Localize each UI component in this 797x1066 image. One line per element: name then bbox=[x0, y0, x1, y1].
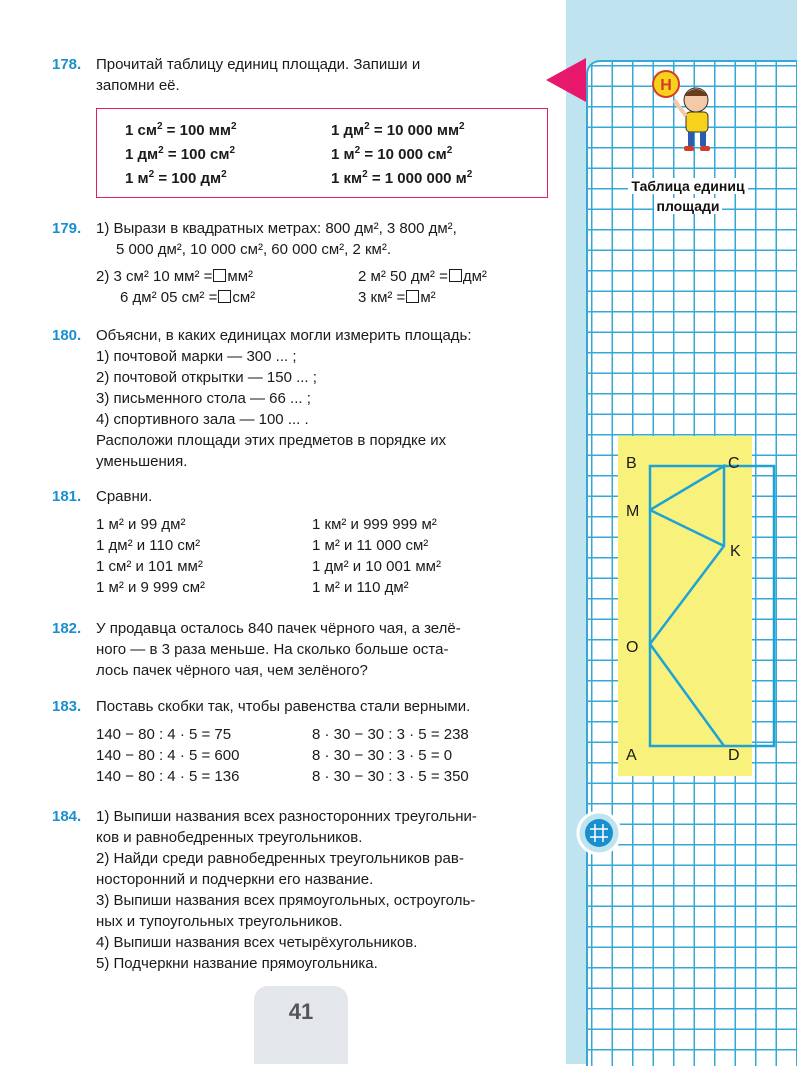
task-text: Прочитай таблицу единиц площади. Запиши и bbox=[96, 56, 421, 73]
label-b: B bbox=[626, 455, 637, 472]
answer-box bbox=[449, 269, 462, 282]
task-text: 4) Выпиши названия всех четырёхугольников. bbox=[96, 934, 418, 951]
task-text: ков и равнобедренных треугольников. bbox=[96, 829, 363, 846]
task-text: уменьшения. bbox=[96, 453, 188, 470]
task-text: 3) Выпиши названия всех прямоугольных, остроуголь- bbox=[96, 892, 476, 909]
task-text: 2) Найди среди равнобедренных треугольников рав- bbox=[96, 850, 464, 867]
label-m: M bbox=[626, 503, 640, 520]
task-number: 183. bbox=[52, 698, 82, 715]
comparison-right: 1 км² и 999 999 м² 1 м² и 11 000 см² 1 дм² и 10 001 мм² 1 м² и 110 дм² bbox=[312, 516, 441, 596]
table-cell: 1 $дм^2 = 100$ $см^2$ bbox=[125, 145, 235, 163]
mascot-icon bbox=[646, 66, 722, 152]
task-181 bbox=[52, 486, 152, 507]
zigzag-lines bbox=[650, 466, 724, 746]
label-a: A bbox=[626, 747, 637, 764]
task-180 bbox=[52, 325, 472, 472]
table-cell: 1 $км^2 = 1$ 000 000 $м^2$ bbox=[331, 169, 473, 187]
task-text: носторонний и подчеркни его название. bbox=[96, 871, 374, 888]
task-text: Сравни. bbox=[96, 488, 153, 505]
task-text: 1) Выпиши названия всех разносторонних треугольни- bbox=[96, 808, 477, 825]
task-number: 182. bbox=[52, 620, 82, 637]
sidebar-title: Таблица единиц площади bbox=[598, 176, 778, 216]
table-cell: 1 $м^2 = 100$ $дм^2$ bbox=[125, 169, 227, 187]
task-text: ного — в 3 раза меньше. На сколько больше оста- bbox=[96, 641, 449, 658]
task-184 bbox=[52, 806, 477, 974]
page-number: 41 bbox=[254, 986, 348, 1064]
task-number: 184. bbox=[52, 808, 82, 825]
table-cell: 1 $дм^2 = 10$ 000 $мм^2$ bbox=[331, 121, 465, 139]
task-178 bbox=[52, 54, 420, 96]
task-text: 4) спортивного зала — 100 ... . bbox=[96, 411, 309, 428]
task-text: 2 м² 50 дм² = дм² bbox=[358, 268, 487, 285]
label-o: O bbox=[626, 639, 639, 656]
task-text: Расположи площади этих предметов в порядке их bbox=[96, 432, 447, 449]
task-number: 178. bbox=[52, 56, 82, 73]
table-cell: 1 $м^2 = 10$ 000 $см^2$ bbox=[331, 145, 453, 163]
equations-left: 140 − 80 : 4 · 5 = 75 140 − 80 : 4 · 5 = 600 140 − 80 : 4 · 5 = 136 bbox=[96, 726, 240, 785]
task-179 bbox=[52, 218, 457, 260]
answer-box bbox=[218, 290, 231, 303]
grid-circle-icon bbox=[576, 810, 622, 856]
task-number: 181. bbox=[52, 488, 82, 505]
task-text: 6 дм² 05 см² = см² bbox=[120, 289, 256, 306]
task-text: 2) 3 см² 10 мм² = мм² bbox=[96, 268, 254, 285]
mascot-letter: Н bbox=[660, 77, 672, 94]
task-text: 2) почтовой открытки — 150 ... ; bbox=[96, 369, 317, 386]
label-c: C bbox=[728, 455, 740, 472]
task-text: лось пачек чёрного чая, чем зелёного? bbox=[96, 662, 368, 679]
task-text: Поставь скобки так, чтобы равенства стали верными. bbox=[96, 698, 471, 715]
comparison-left: 1 м² и 99 дм² 1 дм² и 110 см² 1 см² и 101 мм² 1 м² и 9 999 см² bbox=[96, 516, 206, 596]
task-text: 1) Вырази в квадратных метрах: 800 дм², 3 800 дм², bbox=[96, 220, 457, 237]
task-182 bbox=[52, 618, 461, 681]
task-text: 5 000 дм², 10 000 см², 60 000 см², 2 км². bbox=[116, 241, 392, 258]
task-text: Объясни, в каких единицах могли измерить площадь: bbox=[96, 327, 472, 344]
pointer-arrow-icon bbox=[546, 58, 586, 102]
task-183 bbox=[52, 696, 470, 717]
rectangle-abcd bbox=[650, 466, 774, 746]
area-units-table bbox=[96, 108, 548, 198]
label-d: D bbox=[728, 747, 740, 764]
answer-box bbox=[406, 290, 419, 303]
task-text: У продавца осталось 840 пачек чёрного чая, а зелё- bbox=[96, 620, 461, 637]
task-text: 3 км² = м² bbox=[358, 289, 436, 306]
task-text: запомни её. bbox=[96, 77, 180, 94]
equations-right: 8 · 30 − 30 : 3 · 5 = 238 8 · 30 − 30 : 3 · 5 = 0 8 · 30 − 30 : 3 · 5 = 350 bbox=[312, 726, 469, 785]
table-cell: 1 $см^2 = 100$ $мм^2$ bbox=[125, 121, 237, 139]
label-k: K bbox=[730, 543, 741, 560]
task-text: ных и тупоугольных треугольников. bbox=[96, 913, 343, 930]
task-number: 180. bbox=[52, 327, 82, 344]
geometry-figure bbox=[600, 440, 780, 780]
task-text: 5) Подчеркни название прямоугольника. bbox=[96, 955, 378, 972]
task-text: 1) почтовой марки — 300 ... ; bbox=[96, 348, 297, 365]
task-number: 179. bbox=[52, 220, 82, 237]
task-text: 3) письменного стола — 66 ... ; bbox=[96, 390, 311, 407]
answer-box bbox=[213, 269, 226, 282]
